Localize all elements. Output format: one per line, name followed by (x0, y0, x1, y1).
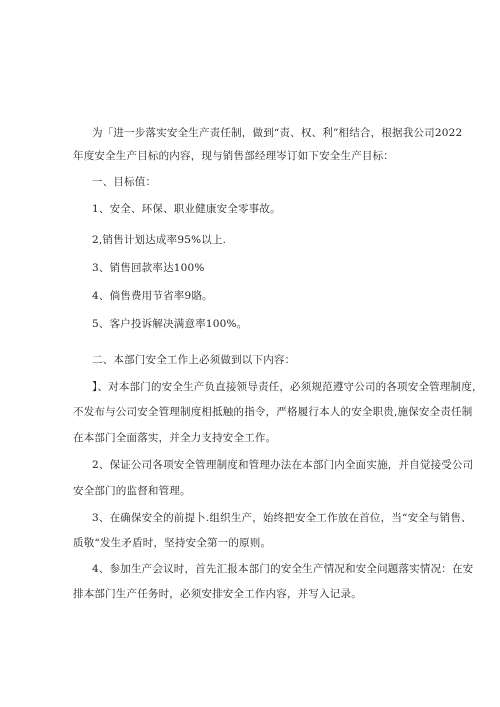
item1-line-3: 在本部门全面落实，并全力支持安全工作。 (73, 432, 277, 444)
section2-heading: 二、本部门安全工作上必须做到以下内容： (92, 354, 296, 366)
target-item-1: 1、安全、环保、职业健康安全零事故。 (92, 203, 281, 215)
item3-line-1: 3、在确保安全的前提卜.组织生产，始终把安全工作放在首位，当“安全与销售、 (92, 512, 472, 524)
item4-line-2: 排本部门生产任务时，必须安排安全工作内容，并写入记录。 (73, 588, 362, 600)
item4-line-1: 4、参加生产会议时，首先汇报本部门的安全生产情况和安全问题落实情况：在安 (92, 563, 474, 575)
intro-line-2: 年度安全生产目标的内容，现与销售部经理岑订如下安全生产目标： (73, 150, 394, 162)
item2-line-2: 安全部门的监督和管理。 (73, 485, 191, 497)
item1-line-2: 不发布与公司安全管理制度相抵触的指令，严格履行本人的安全职贵,施保安全责任制 (73, 406, 473, 418)
target-item-5: 5、客户投诉解决满意率100%。 (92, 318, 248, 330)
section1-heading: 一、目标值： (92, 176, 157, 188)
target-item-2: 2,销售计划达成率95%以上. (92, 234, 227, 246)
target-item-4: 4、倘售费用节省率9賂。 (92, 290, 213, 302)
item2-line-1: 2、保证公司各项安全管理制度和管理办法在本部门内全面实施，并自觉接受公司 (92, 459, 474, 471)
item1-line-1: 】、对本部门的安全生产负直接领导责任，必须规范遵守公司的各项安全管理制度， (92, 381, 483, 393)
intro-line-1: 为「进一步落实安全生产责任制，做到“责、权、利”相结合，根据我公司2022 (92, 127, 463, 139)
target-item-3: 3、销售回款率达100% (92, 262, 205, 274)
item3-line-2: 质敬“发生矛盾时，坚持安全第一的原则。 (73, 537, 272, 549)
